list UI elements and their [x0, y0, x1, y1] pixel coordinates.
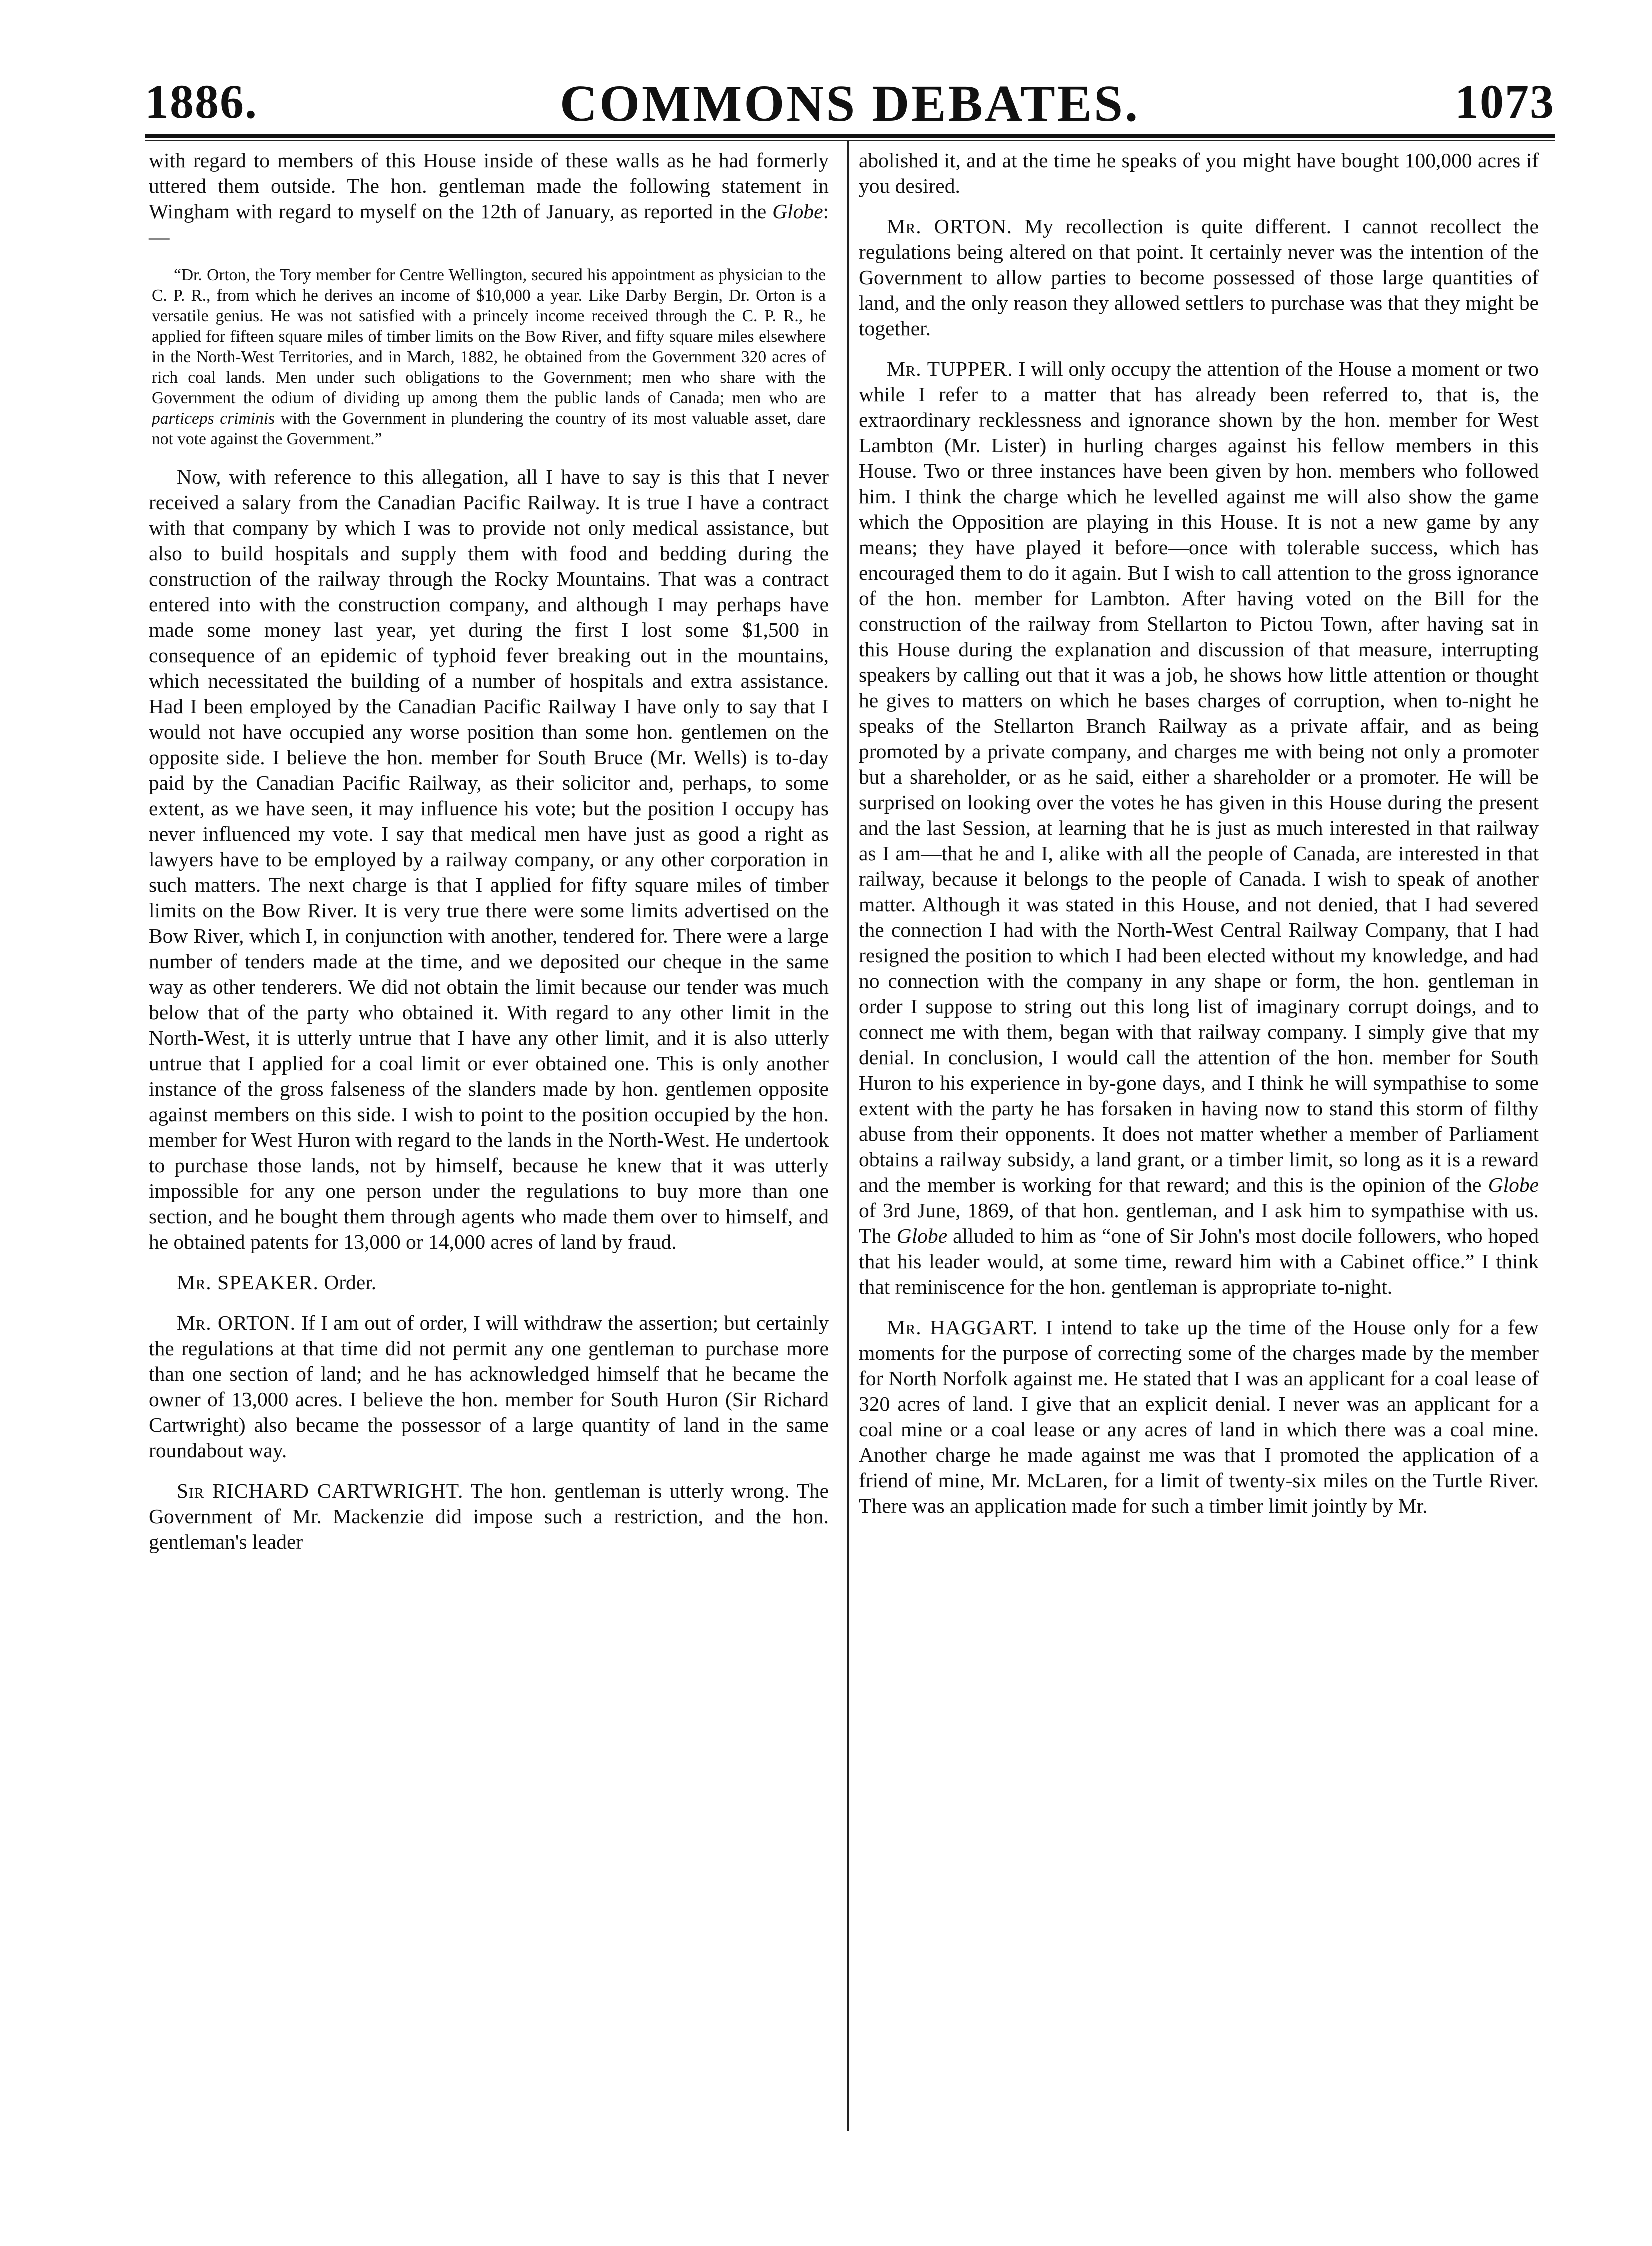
header-year: 1886.	[145, 75, 258, 128]
page-header	[145, 74, 1555, 132]
left-column	[149, 148, 829, 1570]
header-rule-thin	[145, 140, 1555, 141]
column-divider	[847, 141, 849, 2131]
header-title: COMMONS DEBATES.	[560, 75, 1140, 132]
right-paragraph-tupper: Mr. TUPPER. I will only occupy the attention of the House a moment or two while I refer to a matter that has already been referred to, that is, the extraordinary recklessness and ignorance shown by the hon. member for West Lambton (Mr. Lister) in hurling charges against his fellow members in this House. Two or three instances have been given by hon. members who followed him. I think the charge which he levelled against me will also show the game which the Opposition are playing in this House. It is not a new game by any means; they have played it before—once with tolerable success, which has encouraged them to do it again. But I wish to call attention to the gross ignorance of the hon. member for Lambton. After having voted on the Bill for the construction of the railway from Stellarton to Pictou Town, after having sat in this House during the explanation and discussion of that measure, interrupting speakers by calling out that it was a job, he shows how little attention or thought he gives to matters on which he bases charges of corruption, when to-night he speaks of the Stellarton Branch Railway as a private affair, and as being promoted by a private company, and charges me with being not only a promoter but a shareholder, or as he said, either a shareholder or a promoter. He will be surprised on looking over the votes he has given in this House during the present and the last Session, at learning that he is just as much interested in that railway as I am—that he and I, alike with all the people of Canada, are interested in that railway, because it belongs to the people of Canada. I wish to speak of another matter. Although it was stated in this House, and not denied, that I had severed the connection I had with the North-West Central Railway Company, that I had resigned the position to which I had been elected without my knowledge, and had no connection with the company in any shape or form, the hon. gentleman in order I suppose to string out this long list of imaginary corrupt doings, and to connect me with them, began with that railway company. I simply give that my denial. In conclusion, I would call the attention of the hon. member for South Huron to his experience in by-gone days, and I think he will sympathise to some extent with the party he has forsaken in having now to stand this storm of filthy abuse from their opponents. It does not matter whether a member of Parliament obtains a railway subsidy, a land grant, or a timber limit, so long as it is a reward and the member is working for that reward; and this is the opinion of the Globe of 3rd June, 1869, of that hon. gentleman, and I ask him to sympathise with us. The Globe alluded to him as “one of Sir John's most docile followers, who hoped that his leader would, at some time, reward him with a Cabinet office.” I think that reminiscence for the hon. gentleman is appropriate to-night.	[859, 358, 1539, 1298]
right-paragraph-haggart: Mr. HAGGART. I intend to take up the time of the House only for a few moments for the purpose of correcting some of the charges made by the member for North Norfolk against me. He stated that I was an applicant for a coal lease of 320 acres of land. I give that an explicit denial. I never was an applicant for a coal mine or a coal lease or any acres of land in which there was a coal mine. Another charge he made against me was that I promoted the application of a friend of mine, Mr. McLaren, for a limit of twenty-six miles on the Turtle River. There was an application made for such a timber limit jointly by Mr.	[859, 1316, 1539, 1518]
left-paragraph-2: Now, with reference to this allegation, all I have to say is this that I never received a salary from the Canadian Pacific Railway. It is true I have a contract with that company by which I was to provide not only medical assistance, but also to build hospitals and supply them with food and bedding during the construction of the railway through the Rocky Mountains. That was a contract entered into with the construction company, and although I may perhaps have made some money last year, yet during the first I lost some $1,500 in consequence of an epidemic of typhoid fever breaking out in the mountains, which necessitated the building of a number of hospitals and extra assistance. Had I been employed by the Canadian Pacific Railway I have only to say that I would not have occupied any worse position than some hon. gentlemen on the opposite side. I believe the hon. member for South Bruce (Mr. Wells) is to-day paid by the Canadian Pacific Railway, as their solicitor and, perhaps, to some extent, as we have seen, it may influence his vote; but the position I occupy has never influenced my vote. I say that medical men have just as good a right as lawyers have to be employed by a railway company, or any other corporation in such matters. The next charge is that I applied for fifty square miles of timber limits on the Bow River. It is very true there were some limits advertised on the Bow River, which I, in conjunction with another, tendered for. There were a large number of tenders made at the time, and we deposited our cheque in the same way as other tenderers. We did not obtain the limit because our tender was much below that of the party who obtained it. With regard to any other limit in the North-West, it is utterly untrue that I have any other limit, and it is also utterly untrue that I applied for a coal limit or ever obtained one. This is only another instance of the gross falseness of the slanders made by hon. gentlemen opposite against members on this side. I wish to point to the position occupied by the hon. member for West Huron with regard to the lands in the North-West. He undertook to purchase those lands, not by himself, because he knew that it was utterly impossible for any one person under the regulations to buy more than one section, and he bought them through agents who made them over to himself, and he obtained patents for 13,000 or 14,000 acres of land by fraud.	[149, 466, 829, 1254]
globe-quotation: “Dr. Orton, the Tory member for Centre Wellington, secured his appointment as physician to the C. P. R., from which he derives an income of $10,000 a year. Like Darby Bergin, Dr. Orton is a versatile genius. He was not satisfied with a princely income received through the C. P. R., he applied for fifteen square miles of timber limits on the Bow River, and fifty square miles elsewhere in the North-West Territories, and in March, 1882, he obtained from the Government 320 acres of rich coal lands. Men under such obligations to the Government; men who share with the Government the odium of dividing up among them the public lands of Canada; men who are particeps criminis with the Government in plundering the country of its most valuable asset, dare not vote against the Government.”	[152, 266, 826, 448]
left-paragraph-1: with regard to members of this House inside of these walls as he had formerly uttered them outside. The hon. gentleman made the following statement in Wingham with regard to myself on the 12th of January, as reported in the Globe:—	[149, 149, 829, 248]
right-paragraph-1: abolished it, and at the time he speaks of you might have bought 100,000 acres if you desired.	[859, 149, 1539, 198]
left-paragraph-speaker-order: Mr. SPEAKER. Order.	[177, 1271, 377, 1294]
left-paragraph-cartwright: Sir RICHARD CARTWRIGHT. The hon. gentleman is utterly wrong. The Government of Mr. Mackenzie did impose such a restriction, and the hon. gentleman's leader	[149, 1480, 829, 1554]
right-paragraph-orton: Mr. ORTON. My recollection is quite different. I cannot recollect the regulations being altered on that point. It certainly never was the intention of the Government to allow parties to become possessed of those large quantities of land, and the only reason they allowed settlers to purchase was that they might be together.	[859, 215, 1539, 340]
header-rule	[145, 134, 1555, 138]
right-column	[859, 148, 1539, 1534]
header-page-number: 1073	[1455, 75, 1555, 128]
left-paragraph-orton: Mr. ORTON. If I am out of order, I will withdraw the assertion; but certainly the regulations at that time did not permit any one gentleman to purchase more than one section of land; and he has acknowledged himself that he became the owner of 13,000 acres. I believe the hon. member for South Huron (Sir Richard Cartwright) also became the possessor of a large quantity of land in the same roundabout way.	[149, 1312, 829, 1462]
